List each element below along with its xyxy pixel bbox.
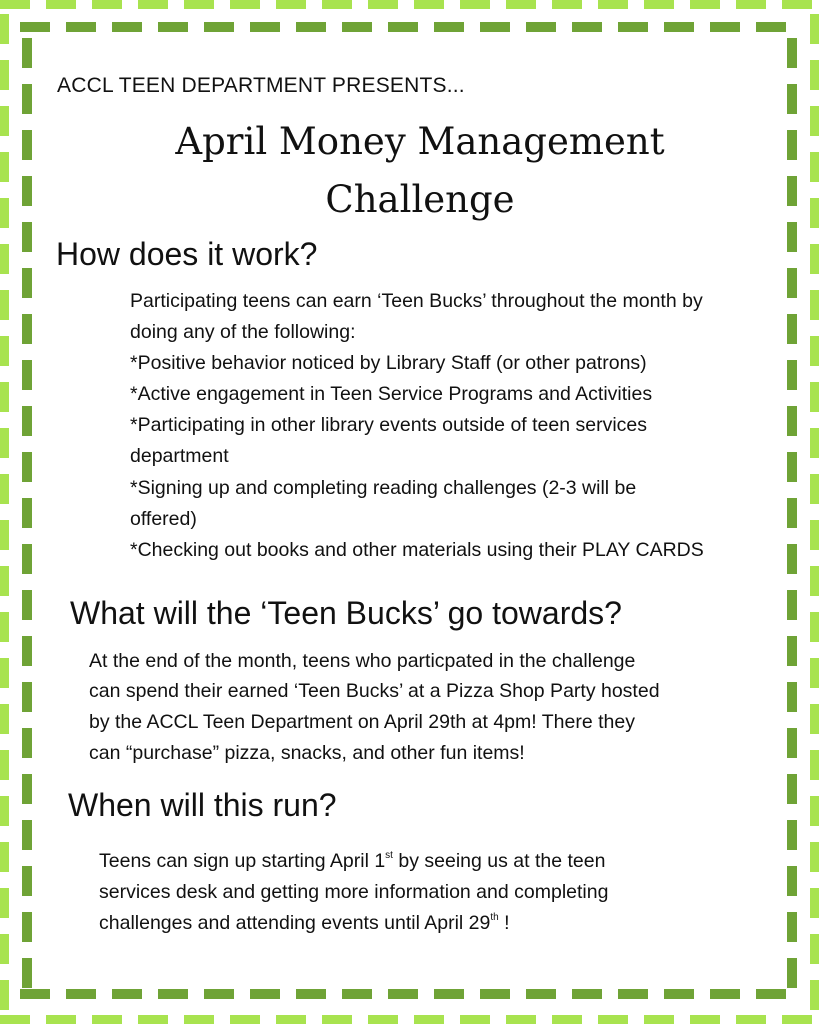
what-line: can “purchase” pizza, snacks, and other fun items! xyxy=(89,742,525,764)
when-line-text: Teens can sign up starting April 1 xyxy=(99,850,386,872)
what-line: At the end of the month, teens who particpated in the challenge xyxy=(89,650,636,672)
title-line-1: April Money Management xyxy=(175,120,665,163)
when-line xyxy=(99,914,510,934)
how-line: Participating teens can earn ‘Teen Bucks’ throughout the month by xyxy=(130,290,703,312)
how-line: *Active engagement in Teen Service Programs and Activities xyxy=(130,383,653,405)
when-line xyxy=(99,852,605,872)
title-line-2: Challenge xyxy=(325,178,515,221)
how-line: *Checking out books and other materials using their PLAY CARDS xyxy=(130,539,704,561)
when-line-text: ! xyxy=(498,912,510,934)
how-line: department xyxy=(130,445,229,467)
when-line: services desk and getting more information and completing xyxy=(99,881,609,903)
when-line-text: by seeing us at the teen xyxy=(392,850,606,872)
what-line: can spend their earned ‘Teen Bucks’ at a Pizza Shop Party hosted xyxy=(89,680,660,702)
how-line: *Positive behavior noticed by Library Staff (or other patrons) xyxy=(130,352,647,374)
what-line: by the ACCL Teen Department on April 29th at 4pm! There they xyxy=(89,711,635,733)
how-line: doing any of the following: xyxy=(130,321,356,343)
how-line: *Participating in other library events outside of teen services xyxy=(130,414,648,436)
presents-line: ACCL TEEN DEPARTMENT PRESENTS... xyxy=(57,74,465,97)
ordinal-suffix: st xyxy=(385,850,393,861)
what-heading: What will the ‘Teen Bucks’ go towards? xyxy=(70,595,622,631)
when-line-text: challenges and attending events until April 29 xyxy=(99,912,491,934)
ordinal-suffix: th xyxy=(490,912,499,923)
how-heading: How does it work? xyxy=(56,236,318,272)
how-line: offered) xyxy=(130,508,197,530)
how-line: *Signing up and completing reading challenges (2-3 will be xyxy=(130,477,637,499)
when-heading: When will this run? xyxy=(68,787,337,823)
